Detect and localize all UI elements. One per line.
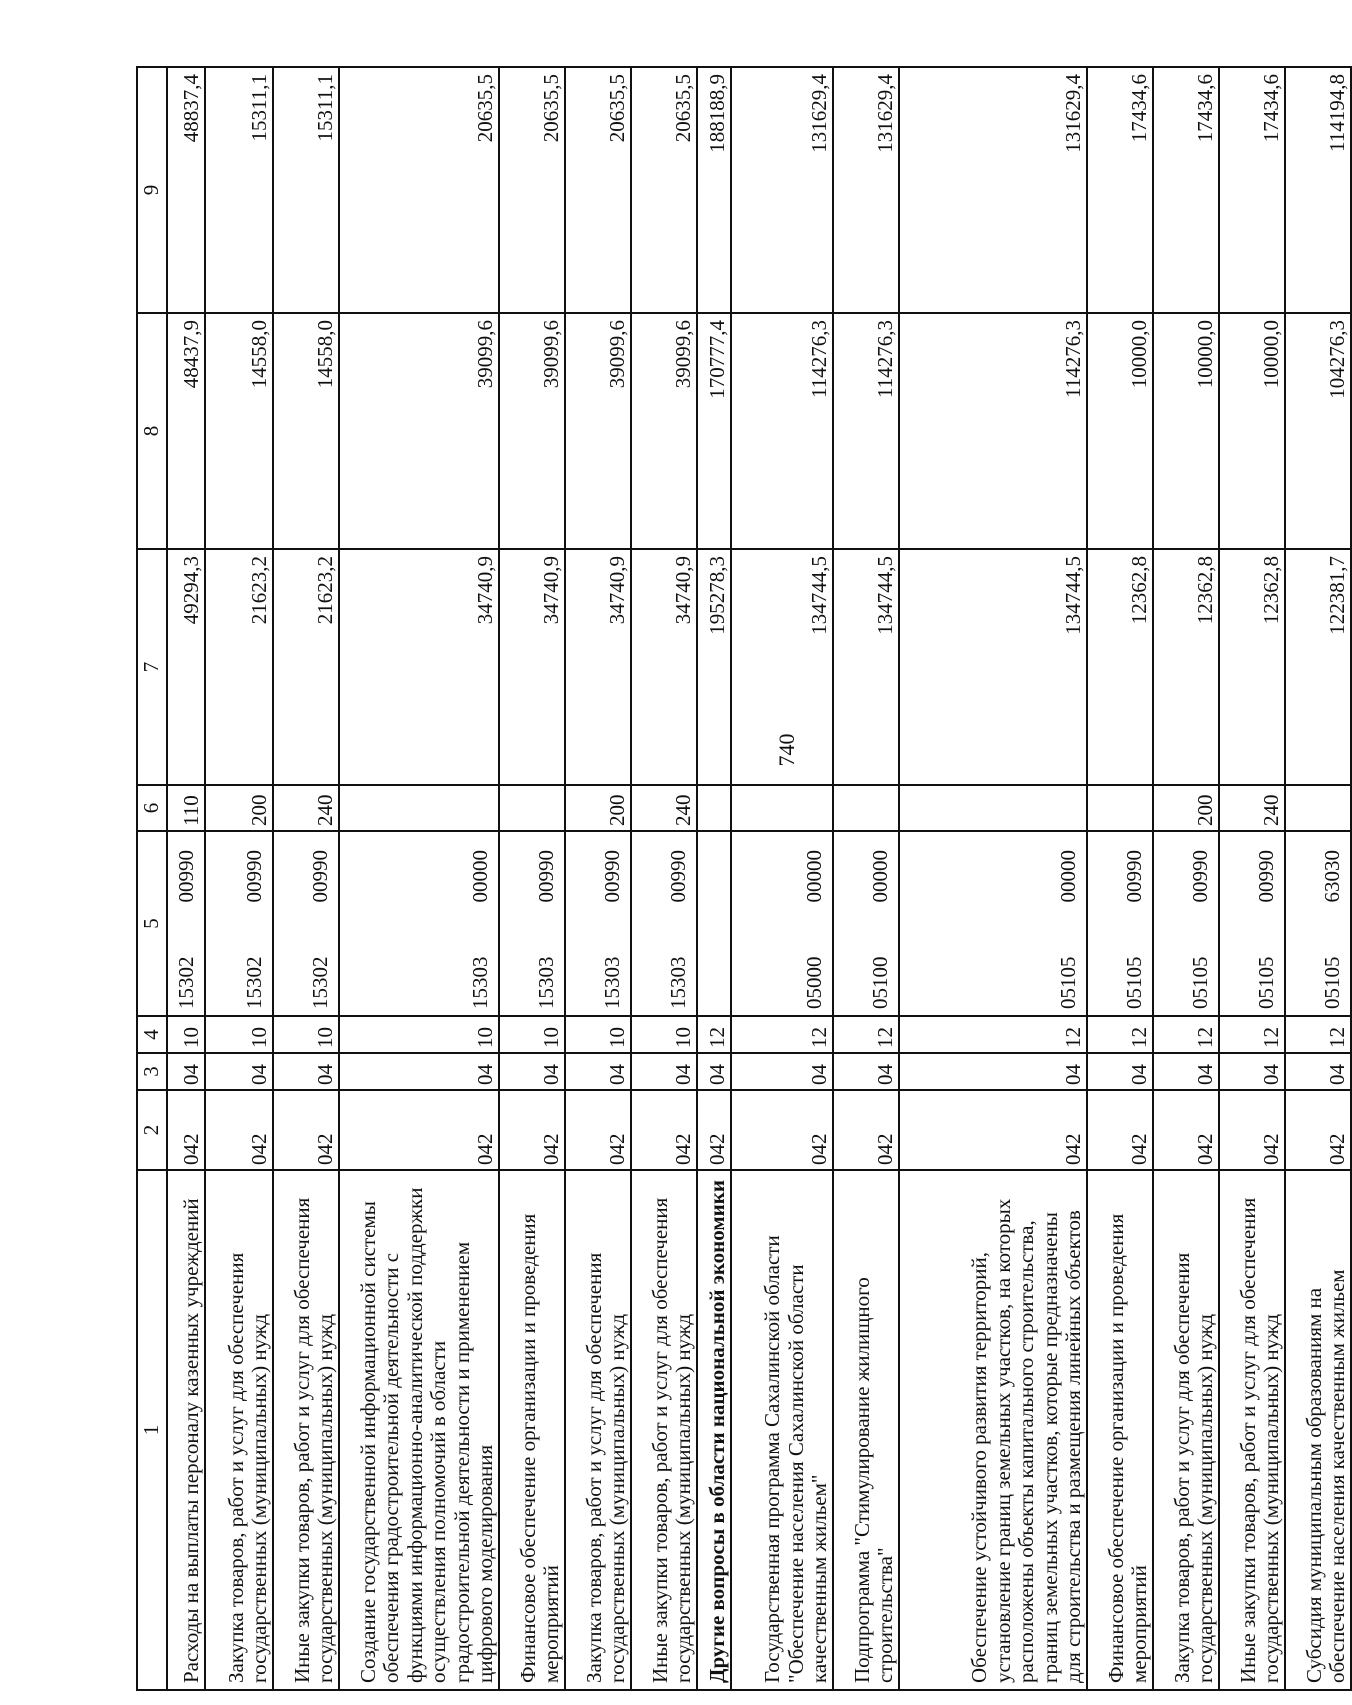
row-pr-code: 10 bbox=[565, 1016, 631, 1053]
csr-program-code: 05105 bbox=[1055, 956, 1080, 1009]
row-vr-code bbox=[1087, 785, 1153, 831]
row-gr-code: 042 bbox=[731, 1090, 833, 1170]
row-rz-code: 04 bbox=[1087, 1053, 1153, 1090]
row-rz-code: 04 bbox=[833, 1053, 899, 1090]
row-value-col9: 131629,4 bbox=[833, 67, 899, 313]
row-vr-code: 200 bbox=[205, 785, 273, 831]
row-name: Финансовое обеспечение организации и проведения мероприятий bbox=[499, 1170, 565, 1690]
row-value-col7: 195278,3 bbox=[697, 549, 731, 785]
csr-program-code: 05105 bbox=[1253, 956, 1278, 1009]
row-vr-code: 110 bbox=[167, 785, 205, 831]
budget-table-rotated bbox=[136, 68, 1350, 1691]
row-value-col7: 49294,3 bbox=[167, 549, 205, 785]
row-name: Закупка товаров, работ и услуг для обеспечения государственных (муниципальных) нужд bbox=[1153, 1170, 1219, 1690]
row-vr-code bbox=[899, 785, 1087, 831]
row-value-col7: 122381,7 bbox=[1285, 549, 1351, 785]
row-value-col7: 134744,5 bbox=[833, 549, 899, 785]
row-pr-code: 12 bbox=[731, 1016, 833, 1053]
row-value-col9: 131629,4 bbox=[899, 67, 1087, 313]
row-csr-code bbox=[565, 831, 631, 1016]
col-header: 7 bbox=[137, 549, 167, 785]
table-row bbox=[499, 67, 565, 1690]
row-value-col7: 134744,5 bbox=[899, 549, 1087, 785]
row-rz-code: 04 bbox=[339, 1053, 499, 1090]
row-csr-code bbox=[273, 831, 339, 1016]
row-value-col9: 114194,8 bbox=[1285, 67, 1351, 313]
row-name: Создание государственной информационной системы обеспечения градостроительной деятельности с функциями информационно-аналитической поддержки осуществления полномочий в области градостроительной деятельности и применением цифрового моделирования bbox=[339, 1170, 499, 1690]
row-gr-code: 042 bbox=[1153, 1090, 1219, 1170]
row-csr-code bbox=[499, 831, 565, 1016]
row-gr-code: 042 bbox=[339, 1090, 499, 1170]
row-rz-code: 04 bbox=[1285, 1053, 1351, 1090]
row-value-col8: 10000,0 bbox=[1087, 313, 1153, 549]
table-row bbox=[697, 67, 731, 1690]
row-vr-code bbox=[731, 785, 833, 831]
csr-program-code: 15302 bbox=[173, 956, 198, 1009]
row-pr-code: 12 bbox=[1285, 1016, 1351, 1053]
table-header-row bbox=[137, 67, 167, 1690]
row-pr-code: 10 bbox=[273, 1016, 339, 1053]
csr-direction-code: 00990 bbox=[241, 850, 266, 903]
row-vr-code bbox=[697, 785, 731, 831]
csr-direction-code: 00000 bbox=[867, 850, 892, 903]
row-value-col7: 134744,5 bbox=[731, 549, 833, 785]
row-pr-code: 12 bbox=[833, 1016, 899, 1053]
table-row bbox=[899, 67, 1087, 1690]
row-name: Закупка товаров, работ и услуг для обеспечения государственных (муниципальных) нужд bbox=[205, 1170, 273, 1690]
csr-direction-code: 00990 bbox=[1253, 850, 1278, 903]
row-value-col9: 20635,5 bbox=[339, 67, 499, 313]
table-row bbox=[167, 67, 205, 1690]
row-value-col7: 21623,2 bbox=[273, 549, 339, 785]
row-name: Расходы на выплаты персоналу казенных учреждений bbox=[167, 1170, 205, 1690]
row-csr-code bbox=[1219, 831, 1285, 1016]
csr-program-code: 05000 bbox=[801, 956, 826, 1009]
row-name: Обеспечение устойчивого развития территорий, установление границ земельных участков, на которых расположены объекты капитального строительства, границ земельных участков, которые предназначены для строительства и размещения линейных объектов bbox=[899, 1170, 1087, 1690]
row-pr-code: 12 bbox=[1219, 1016, 1285, 1053]
row-value-col9: 20635,5 bbox=[499, 67, 565, 313]
row-gr-code: 042 bbox=[499, 1090, 565, 1170]
budget-table bbox=[136, 66, 1352, 1691]
row-csr-code bbox=[1153, 831, 1219, 1016]
row-rz-code: 04 bbox=[697, 1053, 731, 1090]
row-name: Иные закупки товаров, работ и услуг для обеспечения государственных (муниципальных) нужд bbox=[1219, 1170, 1285, 1690]
table-row bbox=[273, 67, 339, 1690]
row-value-col7: 34740,9 bbox=[565, 549, 631, 785]
table-row bbox=[833, 67, 899, 1690]
row-name: Финансовое обеспечение организации и проведения мероприятий bbox=[1087, 1170, 1153, 1690]
row-name: Подпрограмма "Стимулирование жилищного строительства" bbox=[833, 1170, 899, 1690]
row-rz-code: 04 bbox=[1219, 1053, 1285, 1090]
row-csr-code bbox=[731, 831, 833, 1016]
csr-direction-code: 00000 bbox=[467, 850, 492, 903]
csr-program-code: 05105 bbox=[1319, 956, 1344, 1009]
row-value-col7: 21623,2 bbox=[205, 549, 273, 785]
csr-program-code: 15303 bbox=[665, 956, 690, 1009]
row-rz-code: 04 bbox=[1153, 1053, 1219, 1090]
row-vr-code bbox=[339, 785, 499, 831]
row-gr-code: 042 bbox=[565, 1090, 631, 1170]
table-row bbox=[205, 67, 273, 1690]
col-header: 2 bbox=[137, 1090, 167, 1170]
row-name: Субсидия муниципальным образованиям на обеспечение населения качественным жильем bbox=[1285, 1170, 1351, 1690]
row-pr-code: 12 bbox=[899, 1016, 1087, 1053]
csr-program-code: 15303 bbox=[533, 956, 558, 1009]
row-value-col9: 20635,5 bbox=[565, 67, 631, 313]
row-csr-code bbox=[697, 831, 731, 1016]
row-rz-code: 04 bbox=[273, 1053, 339, 1090]
row-pr-code: 12 bbox=[697, 1016, 731, 1053]
row-csr-code bbox=[833, 831, 899, 1016]
row-pr-code: 12 bbox=[1087, 1016, 1153, 1053]
row-vr-code: 240 bbox=[631, 785, 697, 831]
row-value-col7: 12362,8 bbox=[1219, 549, 1285, 785]
csr-direction-code: 00990 bbox=[173, 850, 198, 903]
row-rz-code: 04 bbox=[167, 1053, 205, 1090]
table-row bbox=[631, 67, 697, 1690]
csr-program-code: 05105 bbox=[1187, 956, 1212, 1009]
row-csr-code bbox=[631, 831, 697, 1016]
csr-direction-code: 00000 bbox=[801, 850, 826, 903]
row-gr-code: 042 bbox=[1285, 1090, 1351, 1170]
table-row bbox=[339, 67, 499, 1690]
csr-direction-code: 00000 bbox=[1055, 850, 1080, 903]
row-value-col8: 39099,6 bbox=[499, 313, 565, 549]
row-vr-code: 200 bbox=[565, 785, 631, 831]
row-value-col8: 114276,3 bbox=[833, 313, 899, 549]
row-value-col9: 48837,4 bbox=[167, 67, 205, 313]
table-row bbox=[731, 67, 833, 1690]
row-gr-code: 042 bbox=[833, 1090, 899, 1170]
row-value-col7: 34740,9 bbox=[631, 549, 697, 785]
row-vr-code bbox=[833, 785, 899, 831]
row-pr-code: 10 bbox=[205, 1016, 273, 1053]
row-pr-code: 10 bbox=[631, 1016, 697, 1053]
row-csr-code bbox=[167, 831, 205, 1016]
csr-program-code: 15302 bbox=[241, 956, 266, 1009]
csr-direction-code: 00990 bbox=[307, 850, 332, 903]
csr-direction-code: 00990 bbox=[533, 850, 558, 903]
row-value-col8: 14558,0 bbox=[273, 313, 339, 549]
row-gr-code: 042 bbox=[631, 1090, 697, 1170]
col-header: 1 bbox=[137, 1170, 167, 1690]
row-vr-code: 240 bbox=[273, 785, 339, 831]
row-csr-code bbox=[339, 831, 499, 1016]
row-rz-code: 04 bbox=[499, 1053, 565, 1090]
table-row bbox=[1219, 67, 1285, 1690]
row-vr-code bbox=[1285, 785, 1351, 831]
row-pr-code: 10 bbox=[499, 1016, 565, 1053]
row-rz-code: 04 bbox=[565, 1053, 631, 1090]
row-gr-code: 042 bbox=[273, 1090, 339, 1170]
row-vr-code bbox=[499, 785, 565, 831]
row-rz-code: 04 bbox=[731, 1053, 833, 1090]
row-pr-code: 12 bbox=[1153, 1016, 1219, 1053]
row-gr-code: 042 bbox=[205, 1090, 273, 1170]
table-row bbox=[1087, 67, 1153, 1690]
row-value-col8: 10000,0 bbox=[1219, 313, 1285, 549]
csr-program-code: 15303 bbox=[599, 956, 624, 1009]
row-value-col9: 188188,9 bbox=[697, 67, 731, 313]
row-value-col8: 114276,3 bbox=[899, 313, 1087, 549]
row-value-col9: 17434,6 bbox=[1153, 67, 1219, 313]
row-value-col8: 114276,3 bbox=[731, 313, 833, 549]
table-row bbox=[1285, 67, 1351, 1690]
row-rz-code: 04 bbox=[899, 1053, 1087, 1090]
row-gr-code: 042 bbox=[167, 1090, 205, 1170]
col-header: 4 bbox=[137, 1016, 167, 1053]
page-number: 740 bbox=[774, 733, 799, 767]
csr-program-code: 15302 bbox=[307, 956, 332, 1009]
row-name: Другие вопросы в области национальной экономики bbox=[697, 1170, 731, 1690]
col-header: 5 bbox=[137, 831, 167, 1016]
col-header: 9 bbox=[137, 67, 167, 313]
csr-direction-code: 00990 bbox=[1187, 850, 1212, 903]
row-value-col9: 17434,6 bbox=[1087, 67, 1153, 313]
row-value-col8: 170777,4 bbox=[697, 313, 731, 549]
row-gr-code: 042 bbox=[1219, 1090, 1285, 1170]
row-value-col9: 131629,4 bbox=[731, 67, 833, 313]
row-rz-code: 04 bbox=[205, 1053, 273, 1090]
row-value-col7: 34740,9 bbox=[499, 549, 565, 785]
row-value-col8: 39099,6 bbox=[631, 313, 697, 549]
row-value-col8: 104276,3 bbox=[1285, 313, 1351, 549]
csr-program-code: 05100 bbox=[867, 956, 892, 1009]
row-value-col8: 39099,6 bbox=[565, 313, 631, 549]
csr-program-code: 15303 bbox=[467, 956, 492, 1009]
row-value-col8: 39099,6 bbox=[339, 313, 499, 549]
row-rz-code: 04 bbox=[631, 1053, 697, 1090]
row-value-col7: 12362,8 bbox=[1087, 549, 1153, 785]
row-name: Иные закупки товаров, работ и услуг для обеспечения государственных (муниципальных) нужд bbox=[631, 1170, 697, 1690]
col-header: 6 bbox=[137, 785, 167, 831]
row-value-col9: 17434,6 bbox=[1219, 67, 1285, 313]
row-pr-code: 10 bbox=[339, 1016, 499, 1053]
row-name: Иные закупки товаров, работ и услуг для обеспечения государственных (муниципальных) нужд bbox=[273, 1170, 339, 1690]
csr-program-code: 05105 bbox=[1121, 956, 1146, 1009]
row-csr-code bbox=[1087, 831, 1153, 1016]
row-name: Закупка товаров, работ и услуг для обеспечения государственных (муниципальных) нужд bbox=[565, 1170, 631, 1690]
col-header: 3 bbox=[137, 1053, 167, 1090]
row-csr-code bbox=[1285, 831, 1351, 1016]
col-header: 8 bbox=[137, 313, 167, 549]
row-vr-code: 240 bbox=[1219, 785, 1285, 831]
row-gr-code: 042 bbox=[1087, 1090, 1153, 1170]
row-gr-code: 042 bbox=[899, 1090, 1087, 1170]
table-row bbox=[565, 67, 631, 1690]
row-csr-code bbox=[899, 831, 1087, 1016]
row-value-col8: 48437,9 bbox=[167, 313, 205, 549]
row-value-col9: 20635,5 bbox=[631, 67, 697, 313]
row-value-col9: 15311,1 bbox=[205, 67, 273, 313]
row-value-col8: 14558,0 bbox=[205, 313, 273, 549]
row-value-col9: 15311,1 bbox=[273, 67, 339, 313]
table-body bbox=[167, 67, 1351, 1690]
row-pr-code: 10 bbox=[167, 1016, 205, 1053]
row-name: Государственная программа Сахалинской области "Обеспечение населения Сахалинской области качественным жильем" bbox=[731, 1170, 833, 1690]
row-value-col7: 12362,8 bbox=[1153, 549, 1219, 785]
row-value-col8: 10000,0 bbox=[1153, 313, 1219, 549]
row-csr-code bbox=[205, 831, 273, 1016]
csr-direction-code: 00990 bbox=[599, 850, 624, 903]
row-value-col7: 34740,9 bbox=[339, 549, 499, 785]
csr-direction-code: 00990 bbox=[1121, 850, 1146, 903]
csr-direction-code: 63030 bbox=[1319, 850, 1344, 903]
row-gr-code: 042 bbox=[697, 1090, 731, 1170]
row-vr-code: 200 bbox=[1153, 785, 1219, 831]
csr-direction-code: 00990 bbox=[665, 850, 690, 903]
table-row bbox=[1153, 67, 1219, 1690]
